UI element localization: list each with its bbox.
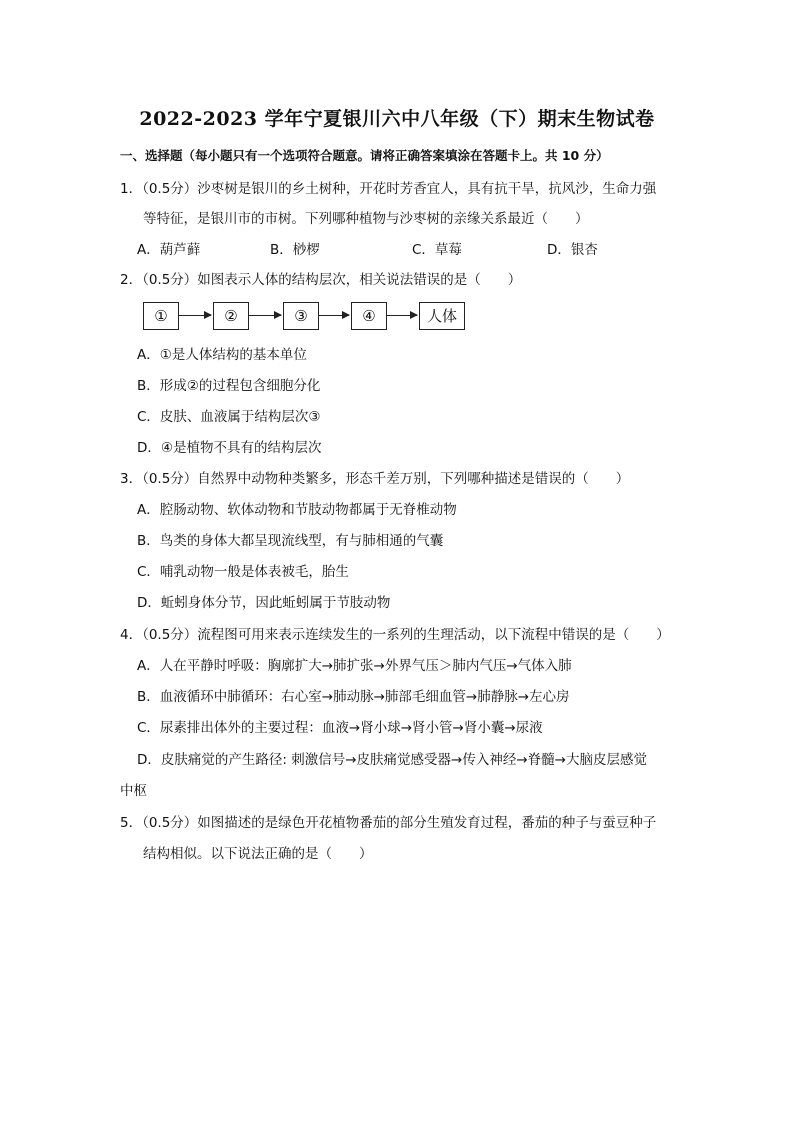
section-heading: 一、选择题（每小题只有一个选项符合题意。请将正确答案填涂在答题卡上。共 10 分）	[120, 148, 609, 163]
question-1-option-b: B．桫椤	[270, 242, 320, 258]
structure-level-diagram	[143, 302, 473, 330]
question-2-stem: 2．（0.5分）如图表示人体的结构层次，相关说法错误的是（ ）	[120, 272, 522, 288]
level-box-3: ③	[283, 302, 319, 330]
question-1-stem: 1．（0.5分）沙枣树是银川的乡土树种，开花时芳香宜人，具有抗干旱，抗风沙，生命力强	[120, 181, 657, 197]
flow-arrow	[249, 315, 281, 316]
question-3-option-c: C．哺乳动物一般是体表被毛，胎生	[137, 564, 349, 580]
level-box-human: 人体	[419, 302, 465, 330]
page-title: 2022-2023 学年宁夏银川六中八年级（下）期末生物试卷	[139, 108, 655, 130]
level-box-4: ④	[351, 302, 387, 330]
question-5-stem: 5．（0.5分）如图描述的是绿色开花植物番茄的部分生殖发育过程，番茄的种子与蚕豆种子	[120, 815, 657, 831]
question-1-stem-cont: 等特征，是银川市的市树。下列哪种植物与沙枣树的亲缘关系最近（ ）	[143, 211, 589, 227]
question-1-option-d: D．银杏	[547, 242, 598, 258]
question-4-option-d-cont: 中枢	[120, 783, 147, 799]
flow-arrow	[387, 315, 417, 316]
question-4-stem: 4．（0.5分）流程图可用来表示连续发生的一系列的生理活动，以下流程中错误的是（ ）	[120, 627, 670, 643]
question-4-option-a: A．人在平静时呼吸：胸廓扩大→肺扩张→外界气压＞肺内气压→气体入肺	[137, 658, 572, 674]
question-3-stem: 3．（0.5分）自然界中动物种类繁多，形态千差万别，下列哪种描述是错误的（ ）	[120, 471, 630, 487]
question-3-option-d: D．蚯蚓身体分节，因此蚯蚓属于节肢动物	[137, 595, 391, 611]
question-1-option-c: C．草莓	[412, 242, 462, 258]
flow-arrow	[179, 315, 211, 316]
question-1-option-a: A．葫芦藓	[137, 242, 201, 258]
question-2-option-d: D．④是植物不具有的结构层次	[137, 440, 322, 456]
flow-arrow	[319, 315, 349, 316]
question-2-option-c: C．皮肤、血液属于结构层次③	[137, 409, 321, 425]
question-3-option-a: A．腔肠动物、软体动物和节肢动物都属于无脊椎动物	[137, 502, 457, 518]
question-2-option-b: B．形成②的过程包含细胞分化	[137, 378, 321, 394]
level-box-2: ②	[213, 302, 249, 330]
question-4-option-c: C．尿素排出体外的主要过程：血液→肾小球→肾小管→肾小囊→尿液	[137, 720, 543, 736]
question-5-stem-cont: 结构相似。以下说法正确的是（ ）	[143, 846, 373, 862]
question-3-option-b: B．鸟类的身体大都呈现流线型，有与肺相通的气囊	[137, 533, 444, 549]
level-box-1: ①	[143, 302, 179, 330]
question-4-option-b: B．血液循环中肺循环：右心室→肺动脉→肺部毛细血管→肺静脉→左心房	[137, 689, 570, 705]
question-4-option-d: D．皮肤痛觉的产生路径: 刺激信号→皮肤痛觉感受器→传入神经→脊髓→大脑皮层感觉	[137, 752, 647, 768]
question-2-option-a: A．①是人体结构的基本单位	[137, 347, 307, 363]
